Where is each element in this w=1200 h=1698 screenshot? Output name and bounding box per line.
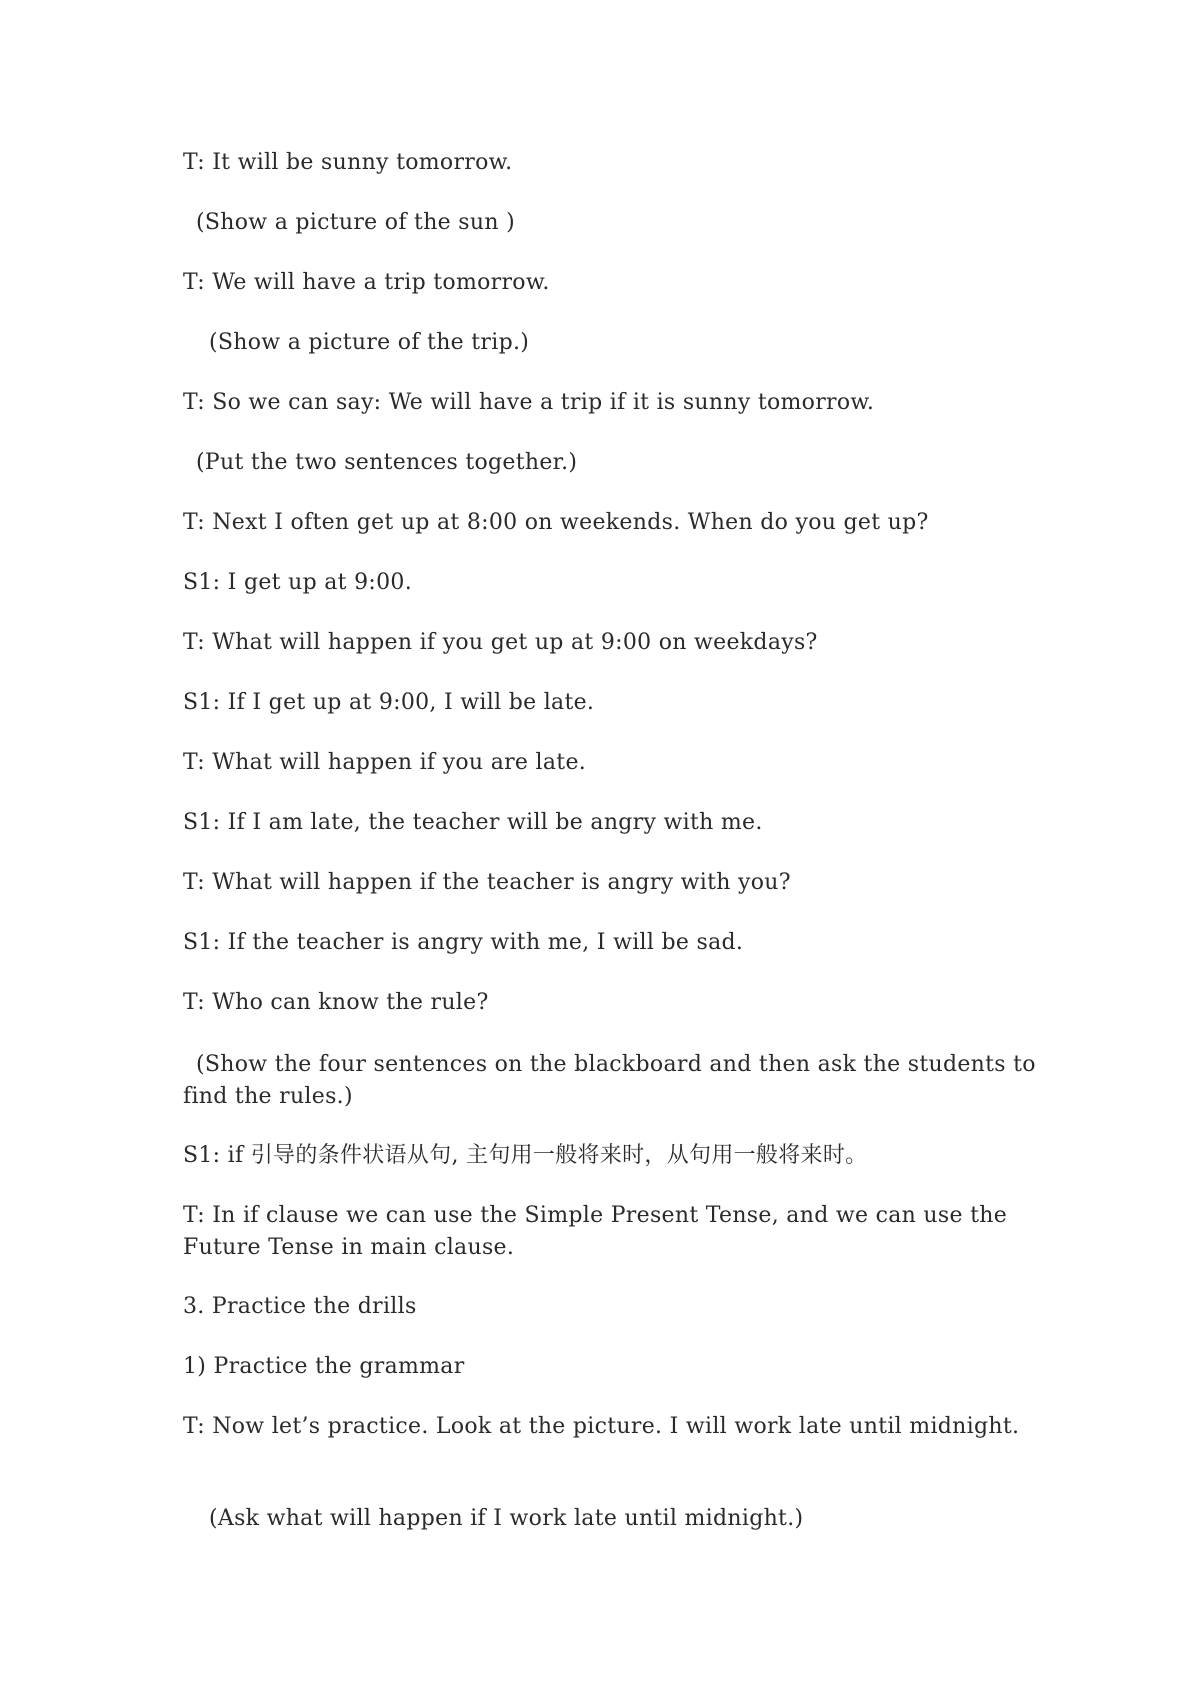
dialogue-line: S1: I get up at 9:00. (183, 570, 412, 595)
dialogue-line: T: So we can say: We will have a trip if it is sunny tomorrow. (183, 390, 875, 415)
stage-direction: (Show a picture of the sun ) (196, 210, 515, 235)
stage-direction: (Show the four sentences on the blackboard and then ask the students to find the rules.) (183, 1052, 1044, 1109)
dialogue-line: S1: If the teacher is angry with me, I will be sad. (183, 930, 744, 955)
dialogue-line: S1: If I get up at 9:00, I will be late. (183, 690, 595, 715)
dialogue-line: T: We will have a trip tomorrow. (183, 270, 550, 295)
dialogue-line: T: What will happen if the teacher is angry with you? (183, 870, 791, 895)
dialogue-line: S1: If I am late, the teacher will be angry with me. (183, 810, 763, 835)
stage-direction: (Show a picture of the trip.) (209, 330, 530, 355)
subsection-heading: 1) Practice the grammar (183, 1354, 465, 1379)
dialogue-line: T: What will happen if you are late. (183, 750, 587, 775)
dialogue-line: T: Now let’s practice. Look at the picture. I will work late until midnight. (183, 1414, 1020, 1439)
section-heading: 3. Practice the drills (183, 1294, 417, 1319)
dialogue-line: T: In if clause we can use the Simple Present Tense, and we can use the Future Tense in main clause. (183, 1203, 1015, 1260)
stage-direction: (Ask what will happen if I work late until midnight.) (209, 1506, 804, 1531)
dialogue-line: T: Who can know the rule? (183, 990, 489, 1015)
dialogue-line: T: What will happen if you get up at 9:00 on weekdays? (183, 630, 818, 655)
stage-direction: (Put the two sentences together.) (196, 450, 578, 475)
dialogue-line: S1: if 引导的条件状语从句, 主句用一般将来时，从句用一般将来时。 (183, 1143, 868, 1168)
dialogue-line: T: Next I often get up at 8:00 on weekends. When do you get up? (183, 510, 929, 535)
dialogue-line: T: It will be sunny tomorrow. (183, 150, 513, 175)
